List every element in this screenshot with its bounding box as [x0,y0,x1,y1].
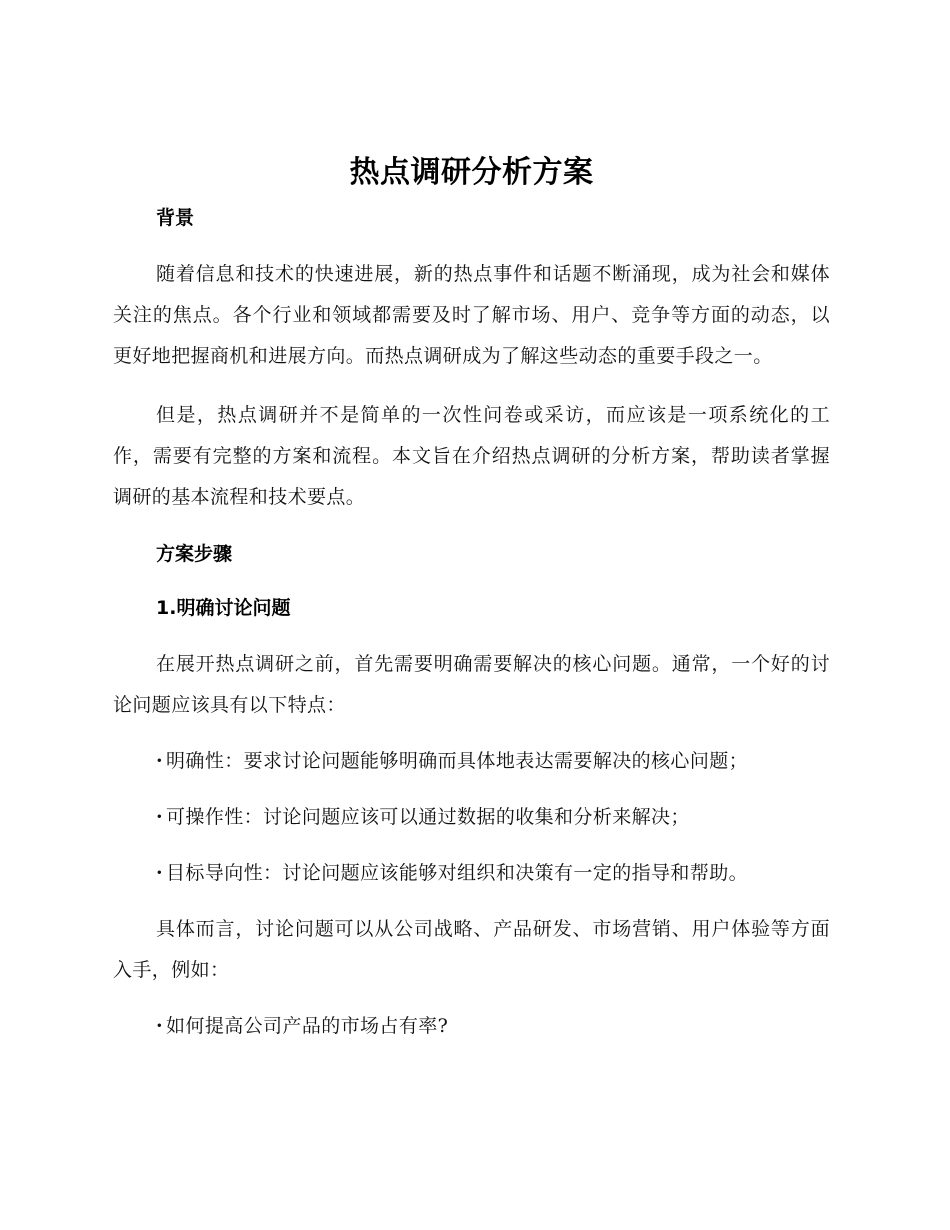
section-heading-background: 背景 [156,207,195,229]
list-item-text: 如何提高公司产品的市场占有率? [166,1015,449,1037]
paragraph-background-2: 但是，热点调研并不是简单的一次性问卷或采访，而应该是一项系统化的工作，需要有完整的方案和流程。本文旨在介绍热点调研的分析方案，帮助读者掌握调研的基本流程和技术要点。 [113,404,830,508]
list-item-text: 明确性：要求讨论问题能够明确而具体地表达需要解决的核心问题； [166,750,749,772]
list-item [113,1006,830,1047]
subsection-heading-step1: 1.明确讨论问题 [156,597,291,619]
paragraph-step1-examples-intro: 具体而言，讨论问题可以从公司战略、产品研发、市场营销、用户体验等方面入手，例如： [113,918,830,981]
bullet-symbol: · [156,750,164,772]
list-item [113,797,830,838]
list-item-text: 目标导向性：讨论问题应该能够对组织和决策有一定的指导和帮助。 [166,862,749,884]
section-heading-steps: 方案步骤 [156,543,233,565]
list-item-text: 可操作性：讨论问题应该可以通过数据的收集和分析来解决； [166,806,690,828]
paragraph-background-1: 随着信息和技术的快速进展，新的热点事件和话题不断涌现，成为社会和媒体关注的焦点。各个行业和领域都需要及时了解市场、用户、竞争等方面的动态，以更好地把握商机和进展方向。而热点调研成为了解这些动态的重要手段之一。 [113,263,830,367]
list-item [113,853,830,894]
list-item [113,741,830,782]
paragraph-step1-intro: 在展开热点调研之前，首先需要明确需要解决的核心问题。通常，一个好的讨论问题应该具有以下特点： [113,653,830,716]
bullet-symbol: · [156,806,164,828]
bullet-symbol: · [156,862,164,884]
document-title: 热点调研分析方案 [349,155,594,190]
bullet-symbol: · [156,1015,164,1037]
